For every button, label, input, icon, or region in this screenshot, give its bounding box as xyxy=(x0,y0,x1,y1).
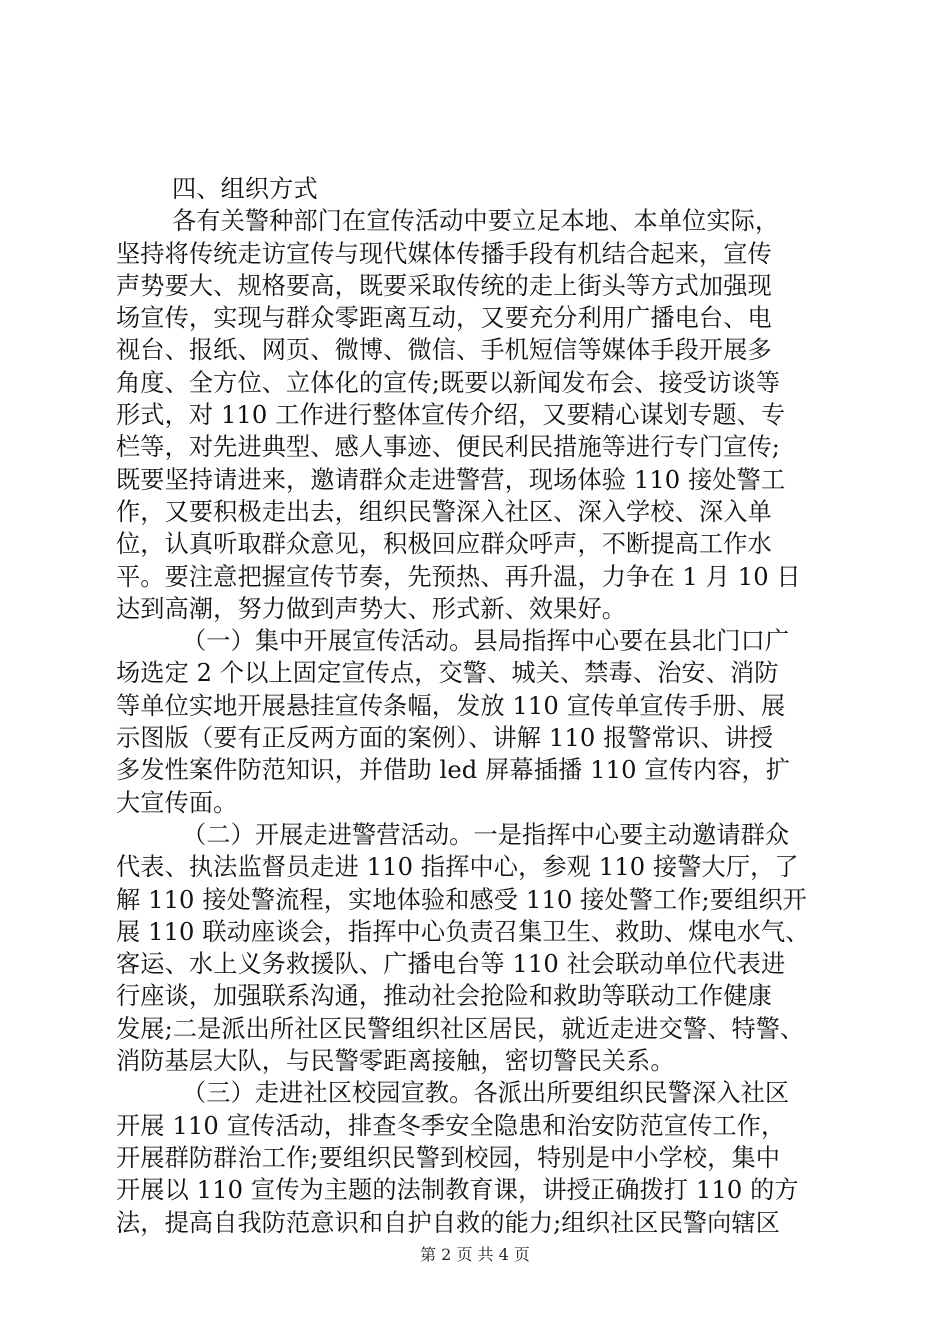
paragraph-line: 代表、执法监督员走进 110 指挥中心，参观 110 接警大厅，了 xyxy=(116,853,799,882)
body-text xyxy=(116,173,836,1239)
paragraph-line: 解 110 接处警流程，实地体验和感受 110 接处警工作;要组织开 xyxy=(116,885,807,914)
paragraph-line: 行座谈，加强联系沟通，推动社会抢险和救助等联动工作健康 xyxy=(116,982,772,1011)
subsection-line: （一）集中开展宣传活动。县局指挥中心要在县北门口广 xyxy=(182,627,790,656)
paragraph-line: 等单位实地开展悬挂宣传条幅，发放 110 宣传单宣传手册、展 xyxy=(116,691,786,720)
paragraph-line: 各有关警种部门在宣传活动中要立足本地、本单位实际， xyxy=(172,207,780,236)
paragraph-line: 开展以 110 宣传为主题的法制教育课，讲授正确拨打 110 的方 xyxy=(116,1176,799,1205)
paragraph-line: 作，又要积极走出去，组织民警深入社区、深入学校、深入单 xyxy=(116,497,772,526)
paragraph-line: 既要坚持请进来，邀请群众走进警营，现场体验 110 接处警工 xyxy=(116,465,786,494)
paragraph-line: 多发性案件防范知识，并借助 led 屏幕插播 110 宣传内容，扩 xyxy=(116,756,791,785)
subsection-line: （三）走进社区校园宣教。各派出所要组织民警深入社区 xyxy=(182,1079,790,1108)
paragraph-line: 大宣传面。 xyxy=(116,788,238,817)
page-number-footer: 第 2 页 共 4 页 xyxy=(420,1245,530,1264)
paragraph-line: 场选定 2 个以上固定宣传点，交警、城关、禁毒、治安、消防 xyxy=(116,659,779,688)
paragraph-line: 位，认真听取群众意见，积极回应群众呼声，不断提高工作水 xyxy=(116,530,772,559)
paragraph-line: 发展;二是派出所社区民警组织社区居民，就近走进交警、特警、 xyxy=(116,1014,805,1043)
paragraph-line: 消防基层大队，与民警零距离接触，密切警民关系。 xyxy=(116,1047,675,1076)
paragraph-line: 坚持将传统走访宣传与现代媒体传播手段有机结合起来，宣传 xyxy=(116,239,772,268)
paragraph-line: 视台、报纸、网页、微博、微信、手机短信等媒体手段开展多 xyxy=(116,336,772,365)
paragraph-line: 开展群防群治工作;要组织民警到校园，特别是中小学校，集中 xyxy=(116,1143,781,1172)
paragraph-line: 平。要注意把握宣传节奏，先预热、再升温，力争在 1 月 10 日 xyxy=(116,562,801,591)
paragraph-line: 法，提高自我防范意识和自护自救的能力;组织社区民警向辖区 xyxy=(116,1208,781,1237)
paragraph-line: 声势要大、规格要高，既要采取传统的走上街头等方式加强现 xyxy=(116,271,772,300)
section-heading: 四、组织方式 xyxy=(172,175,318,203)
paragraph-line: 场宣传，实现与群众零距离互动，又要充分利用广播电台、电 xyxy=(116,304,772,333)
subsection-line: （二）开展走进警营活动。一是指挥中心要主动邀请群众 xyxy=(182,820,790,849)
paragraph-line: 开展 110 宣传活动，排查冬季安全隐患和治安防范宣传工作， xyxy=(116,1111,786,1140)
paragraph-line: 形式，对 110 工作进行整体宣传介绍，又要精心谋划专题、专 xyxy=(116,401,786,430)
paragraph-line: 示图版（要有正反两方面的案例）、讲解 110 报警常识、讲授 xyxy=(116,724,774,753)
paragraph-line: 达到高潮，努力做到声势大、形式新、效果好。 xyxy=(116,594,627,623)
paragraph-line: 角度、全方位、立体化的宣传;既要以新闻发布会、接受访谈等 xyxy=(116,368,781,397)
paragraph-line: 栏等，对先进典型、感人事迹、便民利民措施等进行专门宣传; xyxy=(116,433,781,462)
paragraph-line: 客运、水上义务救援队、广播电台等 110 社会联动单位代表进 xyxy=(116,950,786,979)
paragraph-line: 展 110 联动座谈会，指挥中心负责召集卫生、救助、煤电水气、 xyxy=(116,917,810,946)
